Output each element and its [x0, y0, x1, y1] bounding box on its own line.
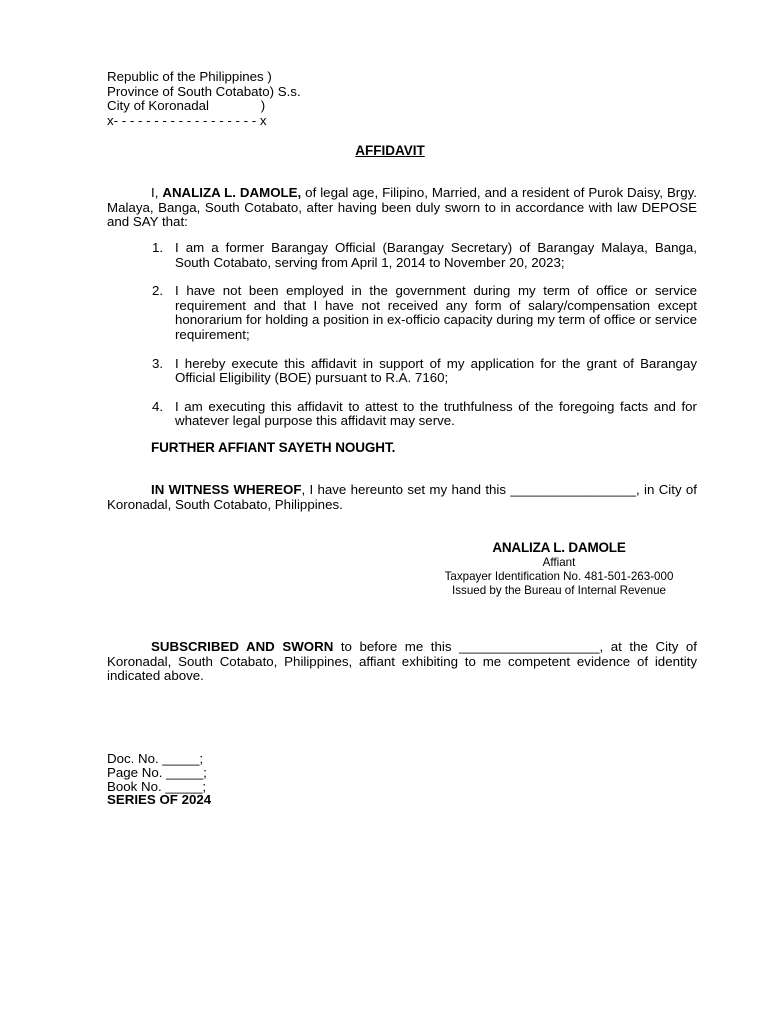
- caption-divider: x- - - - - - - - - - - - - - - - - - x: [107, 112, 267, 128]
- doc-number: Doc. No. _____;: [107, 751, 204, 766]
- notarial-register: [107, 752, 211, 807]
- intro-prefix: I,: [151, 185, 163, 200]
- list-item-text: I have not been employed in the government during my term of office or service requirement and that I have not received any form of salary/compensation except honorarium for holding a position in ex-officio capacity during my term of office or service requirement;: [175, 283, 697, 342]
- list-item: [150, 400, 697, 429]
- list-item: [150, 357, 697, 386]
- affiant-name-inline: ANALIZA L. DAMOLE,: [162, 185, 302, 200]
- list-item-text: I hereby execute this affidavit in support of my application for the grant of Barangay Official Eligibility (BOE) pursuant to R.A. 7160;: [175, 355, 697, 386]
- list-item-number: 3.: [152, 355, 164, 371]
- affiant-role: Affiant: [542, 556, 576, 569]
- venue-caption: [107, 70, 301, 128]
- further-affiant-line: FURTHER AFFIANT SAYETH NOUGHT.: [151, 440, 396, 455]
- list-item: [150, 241, 697, 270]
- statement-list: [150, 241, 697, 443]
- page-number: Page No. _____;: [107, 764, 207, 780]
- caption-province: Province of South Cotabato) S.s.: [107, 83, 301, 99]
- caption-city: City of Koronadal ): [107, 98, 266, 114]
- caption-republic: Republic of the Philippines ): [107, 69, 272, 84]
- tin-issuer: Issued by the Bureau of Internal Revenue: [452, 584, 666, 598]
- list-item-text: I am executing this affidavit to attest to the truthfulness of the foregoing facts and for whatever legal purpose this affidavit may serve.: [175, 398, 697, 429]
- list-item: [150, 284, 697, 342]
- series-year: SERIES OF 2024: [107, 792, 212, 808]
- list-item-number: 2.: [152, 283, 164, 299]
- list-item-number: 4.: [152, 398, 164, 414]
- witness-paragraph: [107, 483, 697, 512]
- witness-text: , I have hereunto set my hand this _________________, in City of Koronadal, South Cotabato, Philippines.: [107, 482, 697, 512]
- list-item-text: I am a former Barangay Official (Barangay Secretary) of Barangay Malaya, Banga, South Cotabato, serving from April 1, 2014 to November 20, 2023;: [175, 240, 697, 270]
- witness-lead: IN WITNESS WHEREOF: [151, 482, 302, 497]
- jurat-lead: SUBSCRIBED AND SWORN: [151, 639, 334, 654]
- list-item-number: 1.: [152, 240, 164, 255]
- book-number: Book No. _____;: [107, 778, 207, 794]
- signature-block: [400, 540, 718, 599]
- intro-paragraph: [107, 186, 697, 230]
- affiant-name: ANALIZA L. DAMOLE: [492, 540, 626, 555]
- taxpayer-id: Taxpayer Identification No. 481-501-263-000: [444, 570, 674, 584]
- intro-text: of legal age, Filipino, Married, and a resident of Purok Daisy, Brgy. Malaya, Banga, South Cotabato, after having been duly sworn to in accordance with law DEPOSE and SAY that:: [107, 185, 697, 230]
- document-title-wrap: [0, 143, 768, 158]
- jurat-paragraph: [107, 640, 697, 684]
- document-title: AFFIDAVIT: [355, 143, 425, 158]
- jurat-text: to before me this ___________________, at the City of Koronadal, South Cotabato, Philippines, affiant exhibiting to me competent evidence of identity indicated above.: [107, 639, 698, 684]
